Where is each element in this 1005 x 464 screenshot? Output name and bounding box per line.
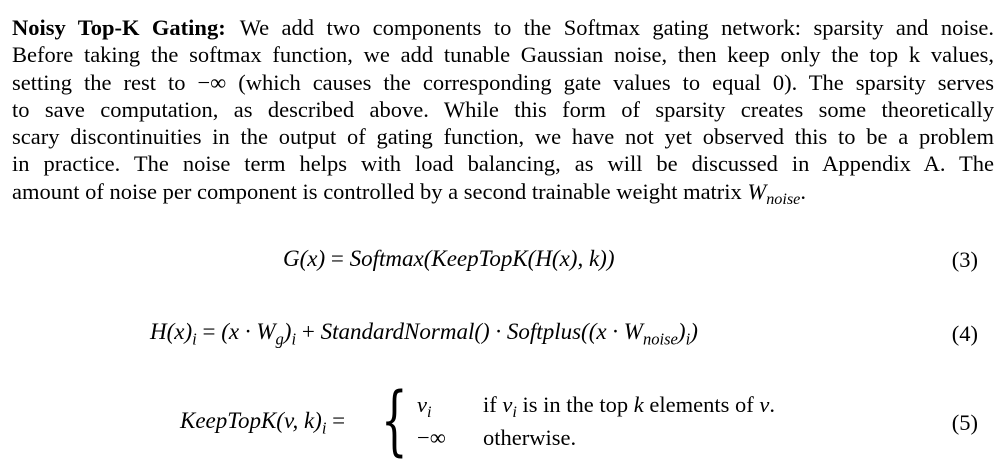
section-heading: Noisy Top-K Gating: [12, 15, 226, 40]
equation-4-number: (4) [951, 321, 978, 346]
case-2-value: −∞ [417, 425, 446, 450]
paragraph-line-3 [12, 69, 994, 96]
paragraph-text-2: Before taking the softmax function, we add tunable Gaussian noise, then keep only the top k values, [12, 42, 994, 68]
left-brace-icon: { [381, 375, 408, 464]
paragraph-text-4: to save computation, as described above. While this form of sparsity creates some theoretically [12, 96, 994, 122]
eq4-plus: + [301, 319, 315, 344]
paragraph-line-5 [12, 123, 994, 150]
paragraph-text-3: setting the rest to −∞ (which causes the corresponding gate values to equal 0). The sparsity serves [12, 69, 994, 95]
equation-4 [150, 319, 698, 349]
paragraph-body [12, 14, 994, 208]
eq4-lhs: $H(x)_i$ [150, 319, 197, 349]
eq3-rhs: Softmax(KeepTopK(H(x), k)) [349, 246, 615, 271]
eq5-lhs-sub: i [321, 418, 327, 438]
paragraph-text-7: amount of noise per component is controlled by a second trainable weight matrix [12, 178, 742, 204]
eq5-lhs: KeepTopK(v, k) [180, 408, 322, 433]
eq5-equals: = [332, 408, 346, 433]
paragraph-period: . [800, 178, 806, 204]
eq4-term2: StandardNormal() · Softplus((x · $W_{noise})_i$) [320, 319, 698, 349]
paragraph-line-4 [12, 96, 994, 123]
paragraph-line-1 [12, 14, 994, 41]
case-1-value: $v_i$ [417, 392, 432, 422]
w-noise-symbol: $W_{noise}$ [747, 178, 801, 208]
eq3-lhs: G(x) [283, 246, 326, 271]
eq4-term1: $(x \cdot W_g)_i$ [221, 319, 297, 349]
paragraph-text-1: We add two components to the Softmax gating network: sparsity and noise. [239, 15, 994, 40]
paragraph-line-2 [12, 41, 994, 68]
paragraph-text-6: in practice. The noise term helps with load balancing, as will be discussed in Appendix A. The [12, 151, 994, 177]
equation-5-cases [381, 375, 821, 464]
paragraph-text-5: scary discontinuities in the output of gating function, we have not yet observed this to be a problem [12, 124, 994, 150]
case-1-condition: if $v_i$ is in the top k elements of v. [483, 392, 775, 422]
paragraph-line-6 [12, 150, 994, 177]
equation-5-lhs [180, 408, 346, 438]
eq3-equals: = [330, 246, 344, 271]
case-2-condition: otherwise. [483, 425, 577, 450]
equation-3 [283, 246, 614, 272]
equation-3-number: (3) [951, 247, 978, 272]
eq4-equals: = [202, 319, 216, 344]
paragraph-line-7 [12, 178, 994, 208]
equation-5-number: (5) [951, 410, 978, 435]
